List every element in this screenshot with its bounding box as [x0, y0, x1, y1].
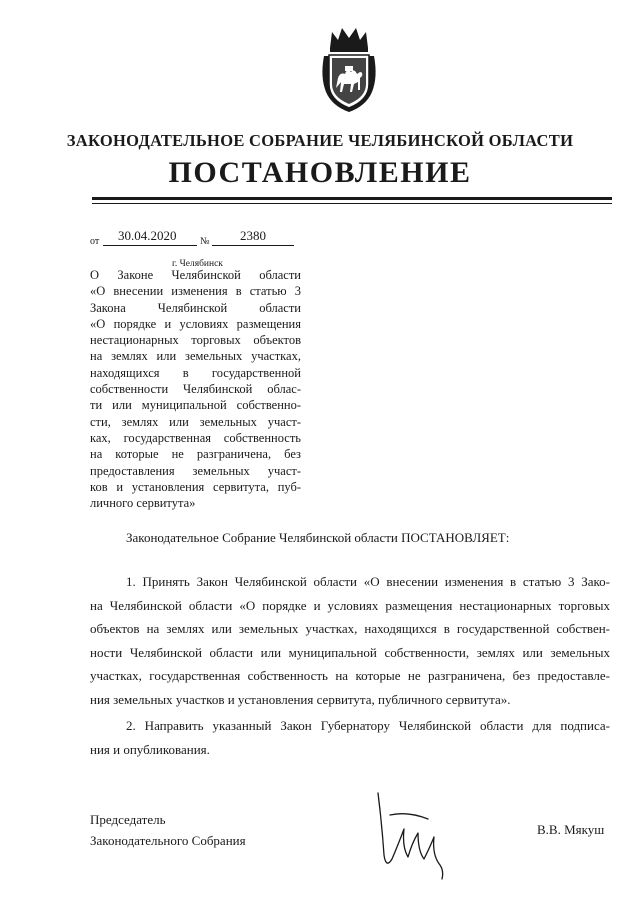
- paragraph-1: [90, 570, 610, 711]
- subject-line: Закона Челябинской области: [90, 300, 301, 315]
- date-underline: [103, 245, 197, 246]
- subject-line: находящихся в государственной: [90, 365, 301, 380]
- paragraph-line: 2. Направить указанный Закон Губернатору Челябинской области для подписа-: [126, 718, 610, 733]
- subject-line: сти, землях или земельных участ-: [90, 414, 301, 429]
- paragraph-line: 1. Принять Закон Челябинской области «О внесении изменения в статью 3 Зако-: [126, 574, 610, 589]
- paragraph-2: [90, 714, 610, 761]
- paragraph-line: участках, государственная собственность на которые не разграничена, без предоставле-: [90, 668, 610, 683]
- signatory-title: [90, 809, 246, 851]
- paragraph-line: ности Челябинской области или муниципальной собственности, землях или земельных: [90, 644, 610, 660]
- subject-line: нестационарных торговых объектов: [90, 333, 301, 348]
- paragraph-line: ния и опубликования.: [90, 741, 210, 757]
- subject-line: О Законе Челябинской области: [90, 268, 301, 282]
- document-type-title: ПОСТАНОВЛЕНИЕ: [168, 156, 472, 189]
- subject-line: ков и установления сервитута, пуб-: [90, 479, 301, 494]
- document-meta: [90, 226, 300, 250]
- subject-line: на которые не разграничена, без: [90, 447, 301, 462]
- header-rule-thin: [92, 203, 612, 204]
- subject-line: предоставления земельных участ-: [90, 463, 301, 478]
- number-label: №: [200, 236, 210, 247]
- subject-line: собственности Челябинской облас-: [90, 382, 301, 397]
- city-label: г. Челябинск: [172, 259, 223, 269]
- subject-line: «О порядке и условиях размещения: [90, 316, 301, 331]
- paragraph-line: на Челябинской области «О порядке и условиях размещения нестационарных торговых: [90, 597, 610, 613]
- coat-of-arms-emblem: [318, 22, 380, 114]
- date-label: от: [90, 236, 100, 247]
- document-number: 2380: [240, 228, 266, 243]
- signatory-title-line: Законодательного Собрания: [90, 833, 246, 848]
- handwritten-signature: [368, 785, 458, 883]
- organization-title: ЗАКОНОДАТЕЛЬНОЕ СОБРАНИЕ ЧЕЛЯБИНСКОЙ ОБЛАСТИ: [66, 131, 574, 150]
- subject-line: ках, государственная собственность: [90, 430, 301, 445]
- subject-line: ти или муниципальной собственно-: [90, 398, 301, 413]
- signatory-name: В.В. Мякуш: [537, 822, 605, 837]
- subject-line: на землях или земельных участках,: [90, 349, 301, 364]
- header-rule-thick: [92, 197, 612, 200]
- signatory-title-line: Председатель: [90, 812, 166, 827]
- paragraph-line: ния земельных участков и установления сервитута, публичного сервитута».: [90, 691, 511, 707]
- document-subject: [90, 267, 301, 511]
- preamble-text: Законодательное Собрание Челябинской области ПОСТАНОВЛЯЕТ:: [126, 530, 510, 545]
- subject-line: личного сервитута»: [90, 496, 196, 511]
- paragraph-line: объектов на землях или земельных участках, находящихся в государственной собствен-: [90, 621, 610, 636]
- document-date: 30.04.2020: [118, 228, 177, 243]
- number-underline: [212, 245, 294, 246]
- subject-line: «О внесении изменения в статью 3: [90, 284, 301, 299]
